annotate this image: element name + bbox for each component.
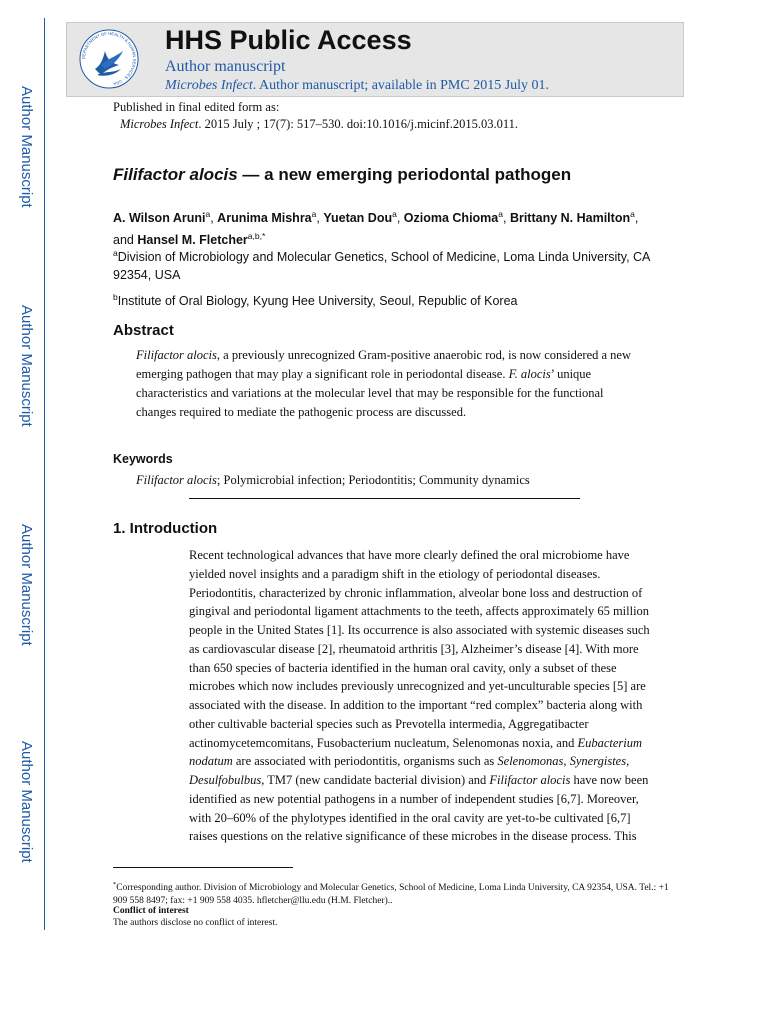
affiliation-a: $^a$Division of Microbiology and Molecular Genetics, School of Medicine, Loma Linda University, CA 92354, USA — [113, 248, 650, 283]
hhs-eagle-seal-icon — [79, 29, 139, 89]
keywords-list: Filifactor alocis; Polymicrobial infection; Periodontitis; Community dynamics — [136, 473, 530, 487]
footnote-rule — [113, 867, 293, 868]
svg-text:DEPARTMENT OF HEALTH & HUMAN S: DEPARTMENT OF HEALTH & HUMAN SERVICES · USA — [80, 30, 138, 87]
conflict-statement: The authors disclose no conflict of interest. — [113, 918, 278, 928]
published-label: Published in final edited form as: — [113, 100, 280, 114]
sidebar-label-1: Author Manuscript — [18, 86, 35, 208]
intro-paragraph: Recent technological advances that have more clearly defined the oral microbiome have yielded novel insights and a paradigm shift in the etiology of periodontal diseases. Periodontitis, characterized by chronic inflammation, alveolar bone loss and destruction of gingival and periodontal ligament attachments to the teeth, affects approximately 65 million people in the United States [1]. Its occurrence is also associated with systemic diseases such as cardiovascular disease [2], rheumatoid arthritis [3], Alzheimer’s disease [4]. With more than 650 species of bacteria identified in the human oral cavity, only a subset of these microbes which now includes previously unrecognized and yet-unculturable species [5] are associated with the disease. In addition to the important “red complex” bacteria along with other cultivable bacterial species such as Prevotella intermedia, Aggregatibacter actinomycetemcomitans, Fusobacterium nucleatum, Selenomonas noxia, and Eubacterium nodatum are associated with periodontitis, organisms such as Selenomonas, Synergistes, Desulfobulbus, TM7 (new candidate bacterial division) and Filifactor alocis have now been identified as new potential pathogens in a number of independent studies [6,7]. Moreover, with 20–60% of the phylotypes identified in the oral cavity are yet-to-be cultivated [6,7] raises questions on the relative significance of these microbes in the disease process. This — [189, 548, 650, 844]
intro-heading: 1. Introduction — [113, 520, 218, 537]
header-title: HHS Public Access — [165, 25, 412, 55]
citation: Microbes Infect. 2015 July ; 17(7): 517–530. doi:10.1016/j.micinf.2015.03.011. — [120, 117, 518, 131]
article-title: Filifactor alocis — a new emerging periodontal pathogen — [113, 165, 572, 184]
corresponding-author-note: *Corresponding author. Division of Microbiology and Molecular Genetics, School of Medicine, Loma Linda University, CA 92354, USA. Tel.: +1 909 558 8497; fax: +1 909 558 4035. hfletcher@llu.edu (H.M. Fletcher).. — [113, 881, 669, 907]
header-journal-line: Microbes Infect. Author manuscript; available in PMC 2015 July 01. — [165, 78, 550, 93]
author-name: Brittany N. Hamilton — [509, 211, 631, 226]
author-name: Hansel M. Fletcher — [137, 233, 248, 248]
hhs-header-banner — [66, 22, 684, 97]
affiliation-b: $^b$Institute of Oral Biology, Kyung Hee University, Seoul, Republic of Korea — [113, 292, 518, 309]
author-name: A. Wilson Aruni — [113, 211, 206, 226]
conflict-heading: Conflict of interest — [113, 906, 189, 916]
section-divider — [189, 498, 580, 499]
abstract-heading: Abstract — [113, 322, 174, 339]
author-name: Arunima Mishra — [217, 211, 312, 226]
author-name: Yuetan Dou — [323, 211, 393, 226]
abstract-body: Filifactor alocis, a previously unrecognized Gram-positive anaerobic rod, is now considered a new emerging pathogen that may play a significant role in periodontal disease. F. alocis’ unique characteristics and variations at the molecular level that may be responsible for the functional changes required to mediate the pathogenic process are discussed. — [136, 348, 632, 419]
author-name: Ozioma Chioma — [403, 211, 499, 226]
sidebar-label-2: Author Manuscript — [18, 305, 35, 427]
keywords-heading: Keywords — [113, 452, 173, 466]
sidebar-label-4: Author Manuscript — [18, 741, 35, 863]
sidebar-label-3: Author Manuscript — [18, 524, 35, 646]
header-subtitle: Author manuscript — [165, 58, 286, 75]
author-list: A. Wilson Aruni$^a$, Arunima Mishra$^a$, Yuetan Dou$^a$, Ozioma Chioma$^a$, Brittany N. Hamilton$^a$, and Hansel M. Fletcher$^{a,b,*}$ — [113, 209, 639, 248]
